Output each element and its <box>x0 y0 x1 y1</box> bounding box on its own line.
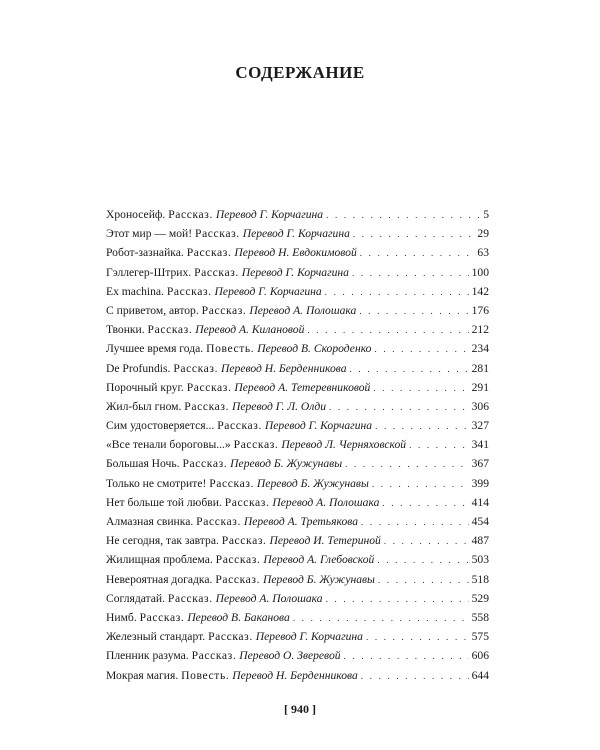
dot-leader <box>384 532 469 550</box>
toc-entry-genre: Рассказ. <box>186 246 232 260</box>
toc-entry-genre: Рассказ. <box>168 208 213 221</box>
toc-entry-translator: Перевод В. Скороденко <box>257 342 372 356</box>
toc-entry-page: 234 <box>471 342 489 356</box>
dot-leader <box>409 436 469 454</box>
dot-leader <box>352 264 469 282</box>
toc-entry-page: 454 <box>471 515 489 528</box>
toc-entry-title: Жил-был гном. <box>106 399 182 413</box>
toc-entry-genre: Повесть. <box>206 342 255 356</box>
dot-leader <box>361 513 469 531</box>
toc-entry-title: Не сегодня, так завтра. <box>106 534 219 548</box>
toc-entry-translator: Перевод Г. Л. Олди <box>231 399 326 413</box>
toc-entry-page: 5 <box>483 208 489 221</box>
toc-entry <box>106 589 489 608</box>
toc-entry <box>106 378 489 397</box>
toc-entry-page: 341 <box>471 438 489 452</box>
toc-entry-genre: Рассказ. <box>233 438 279 452</box>
toc-entry-page: 212 <box>471 323 489 337</box>
toc-entry-title: Пленник разума. <box>106 649 189 663</box>
toc-entry-genre: Рассказ. <box>196 515 241 528</box>
toc-entry-translator: Перевод Н. Евдокимовой <box>234 246 357 260</box>
toc-entry-translator: Перевод И. Тетериной <box>269 534 381 548</box>
dot-leader <box>350 360 469 378</box>
toc-entry <box>106 243 489 262</box>
toc-entry-title: Мокрая магия. <box>106 668 179 682</box>
dot-leader <box>382 494 468 512</box>
dot-leader <box>374 340 468 358</box>
toc-entry-title: Соглядатай. <box>106 591 166 605</box>
toc-entry <box>106 263 489 282</box>
dot-leader <box>326 590 469 608</box>
toc-entry <box>106 570 489 589</box>
toc-entry-page: 606 <box>471 649 489 663</box>
dot-leader <box>293 609 469 627</box>
table-of-contents <box>106 205 489 685</box>
toc-entry-page: 29 <box>477 227 489 241</box>
toc-entry-genre: Повесть. <box>181 668 230 682</box>
toc-entry <box>106 531 489 550</box>
toc-entry-title: Алмазная свинка. <box>106 515 194 528</box>
toc-entry <box>106 397 489 416</box>
toc-entry-genre: Рассказ. <box>217 419 262 433</box>
toc-entry-translator: Перевод Г. Корчагина <box>215 208 324 221</box>
toc-entry-translator: Перевод А. Третьякова <box>243 515 359 528</box>
toc-entry-title: Железный стандарт. <box>106 630 206 644</box>
toc-entry-genre: Рассказ. <box>147 323 193 337</box>
toc-entry-translator: Перевод В. Баканова <box>187 610 290 624</box>
toc-entry-genre: Рассказ. <box>221 534 267 548</box>
toc-entry <box>106 512 489 531</box>
toc-entry <box>106 359 489 378</box>
toc-entry-genre: Рассказ. <box>215 572 261 586</box>
toc-entry <box>106 205 489 224</box>
dot-leader <box>375 417 469 435</box>
dot-leader <box>372 475 469 493</box>
toc-entry-title: Нимб. <box>106 610 137 624</box>
toc-entry-translator: Перевод А. Полошака <box>215 591 323 605</box>
toc-entry-title: Только не смотрите! <box>106 476 207 490</box>
toc-entry <box>106 608 489 627</box>
toc-entry-page: 306 <box>471 399 489 413</box>
dot-leader <box>359 302 468 320</box>
toc-entry-translator: Перевод А. Полошака <box>249 303 357 317</box>
toc-entry-page: 644 <box>471 668 489 682</box>
toc-entry <box>106 474 489 493</box>
toc-entry-translator: Перевод Г. Корчагина <box>241 265 349 279</box>
toc-entry <box>106 493 489 512</box>
toc-entry <box>106 666 489 685</box>
toc-entry-page: 176 <box>471 303 489 317</box>
toc-entry-title: Большая Ночь. <box>106 457 180 471</box>
page-title: СОДЕРЖАНИЕ <box>235 63 365 82</box>
toc-entry-page: 367 <box>471 457 489 471</box>
dot-leader <box>361 667 469 685</box>
toc-entry-page: 63 <box>477 246 489 260</box>
toc-entry-genre: Рассказ. <box>224 495 270 509</box>
toc-entry-translator: Перевод А. Полошака <box>272 495 380 509</box>
toc-entry-page: 100 <box>471 265 489 279</box>
toc-entry-translator: Перевод Н. Берденникова <box>232 668 358 682</box>
dot-leader <box>378 571 469 589</box>
toc-entry-genre: Рассказ. <box>167 591 213 605</box>
toc-entry-translator: Перевод Л. Черняховской <box>281 438 407 452</box>
toc-entry <box>106 435 489 454</box>
toc-entry <box>106 224 489 243</box>
toc-entry-translator: Перевод Г. Корчагина <box>255 630 363 644</box>
toc-entry-genre: Рассказ. <box>186 380 232 394</box>
toc-entry-title: Робот-зазнайка. <box>106 246 184 260</box>
dot-leader <box>353 225 475 243</box>
toc-entry-page: 291 <box>471 380 489 394</box>
page-number: [ 940 ] <box>284 702 316 716</box>
dot-leader <box>325 283 469 301</box>
toc-entry-genre: Рассказ. <box>184 399 230 413</box>
toc-entry-translator: Перевод А. Глебовской <box>263 553 375 567</box>
toc-entry <box>106 282 489 301</box>
toc-entry-title: Хроносейф. <box>106 208 166 221</box>
dot-leader <box>329 398 469 416</box>
toc-entry-title: Гэллегер-Штрих. <box>106 265 192 279</box>
toc-entry <box>106 550 489 569</box>
toc-entry-genre: Рассказ. <box>182 457 228 471</box>
toc-entry-translator: Перевод Б. Жужунавы <box>230 457 343 471</box>
toc-entry-translator: Перевод А. Тетеревниковой <box>234 380 371 394</box>
toc-entry-translator: Перевод Г. Корчагина <box>214 284 322 298</box>
toc-entry-page: 414 <box>471 495 489 509</box>
dot-leader <box>345 455 469 473</box>
toc-entry <box>106 627 489 646</box>
toc-entry <box>106 646 489 665</box>
toc-entry-page: 142 <box>471 284 489 298</box>
toc-entry-genre: Рассказ. <box>166 284 212 298</box>
toc-entry-genre: Рассказ. <box>173 361 219 375</box>
toc-entry-title: С приветом, автор. <box>106 303 199 317</box>
toc-entry-genre: Рассказ. <box>209 476 255 490</box>
toc-entry-genre: Рассказ. <box>195 227 240 241</box>
toc-entry-title: Ex machina. <box>106 284 164 298</box>
toc-entry-title: Нет больше той любви. <box>106 495 222 509</box>
toc-entry-page: 487 <box>471 534 489 548</box>
toc-entry-translator: Перевод Г. Корчагина <box>242 227 350 241</box>
dot-leader <box>373 379 468 397</box>
toc-entry-title: «Все тенали бороговы...» <box>106 438 231 452</box>
toc-entry <box>106 339 489 358</box>
toc-entry-title: Невероятная догадка. <box>106 572 213 586</box>
toc-entry-page: 327 <box>471 419 489 433</box>
toc-entry-translator: Перевод Б. Жужунавы <box>256 476 369 490</box>
toc-entry-page: 518 <box>471 572 489 586</box>
toc-entry-genre: Рассказ. <box>139 610 185 624</box>
toc-entry-title: Порочный круг. <box>106 380 184 394</box>
toc-entry-page: 503 <box>471 553 489 567</box>
toc-entry-genre: Рассказ. <box>215 553 261 567</box>
toc-entry-genre: Рассказ. <box>191 649 237 663</box>
toc-entry-title: De Profundis. <box>106 361 171 375</box>
dot-leader <box>377 551 468 569</box>
toc-entry-translator: Перевод Г. Корчагина <box>264 419 373 433</box>
toc-entry <box>106 454 489 473</box>
toc-entry-translator: Перевод Н. Берденникова <box>221 361 347 375</box>
toc-entry-title: Лучшее время года. <box>106 342 204 356</box>
dot-leader <box>360 244 475 262</box>
dot-leader <box>326 206 480 224</box>
toc-entry-genre: Рассказ. <box>201 303 247 317</box>
toc-entry-translator: Перевод Б. Жужунавы <box>263 572 375 586</box>
toc-entry <box>106 416 489 435</box>
dot-leader <box>344 647 469 665</box>
toc-entry-page: 558 <box>471 610 489 624</box>
toc-entry <box>106 301 489 320</box>
toc-entry-genre: Рассказ. <box>194 265 239 279</box>
toc-entry-page: 281 <box>471 361 489 375</box>
toc-entry-translator: Перевод А. Килановой <box>195 323 305 337</box>
toc-entry-translator: Перевод О. Зверевой <box>239 649 341 663</box>
dot-leader <box>366 628 469 646</box>
toc-entry <box>106 320 489 339</box>
toc-entry-page: 399 <box>471 476 489 490</box>
toc-entry-title: Жилищная проблема. <box>106 553 213 567</box>
toc-entry-title: Сим удостоверяется... <box>106 419 215 433</box>
toc-entry-page: 529 <box>471 591 489 605</box>
toc-entry-page: 575 <box>471 630 489 644</box>
toc-entry-title: Твонки. <box>106 323 145 337</box>
toc-entry-genre: Рассказ. <box>208 630 253 644</box>
dot-leader <box>307 321 468 339</box>
toc-entry-title: Этот мир — мой! <box>106 227 193 241</box>
